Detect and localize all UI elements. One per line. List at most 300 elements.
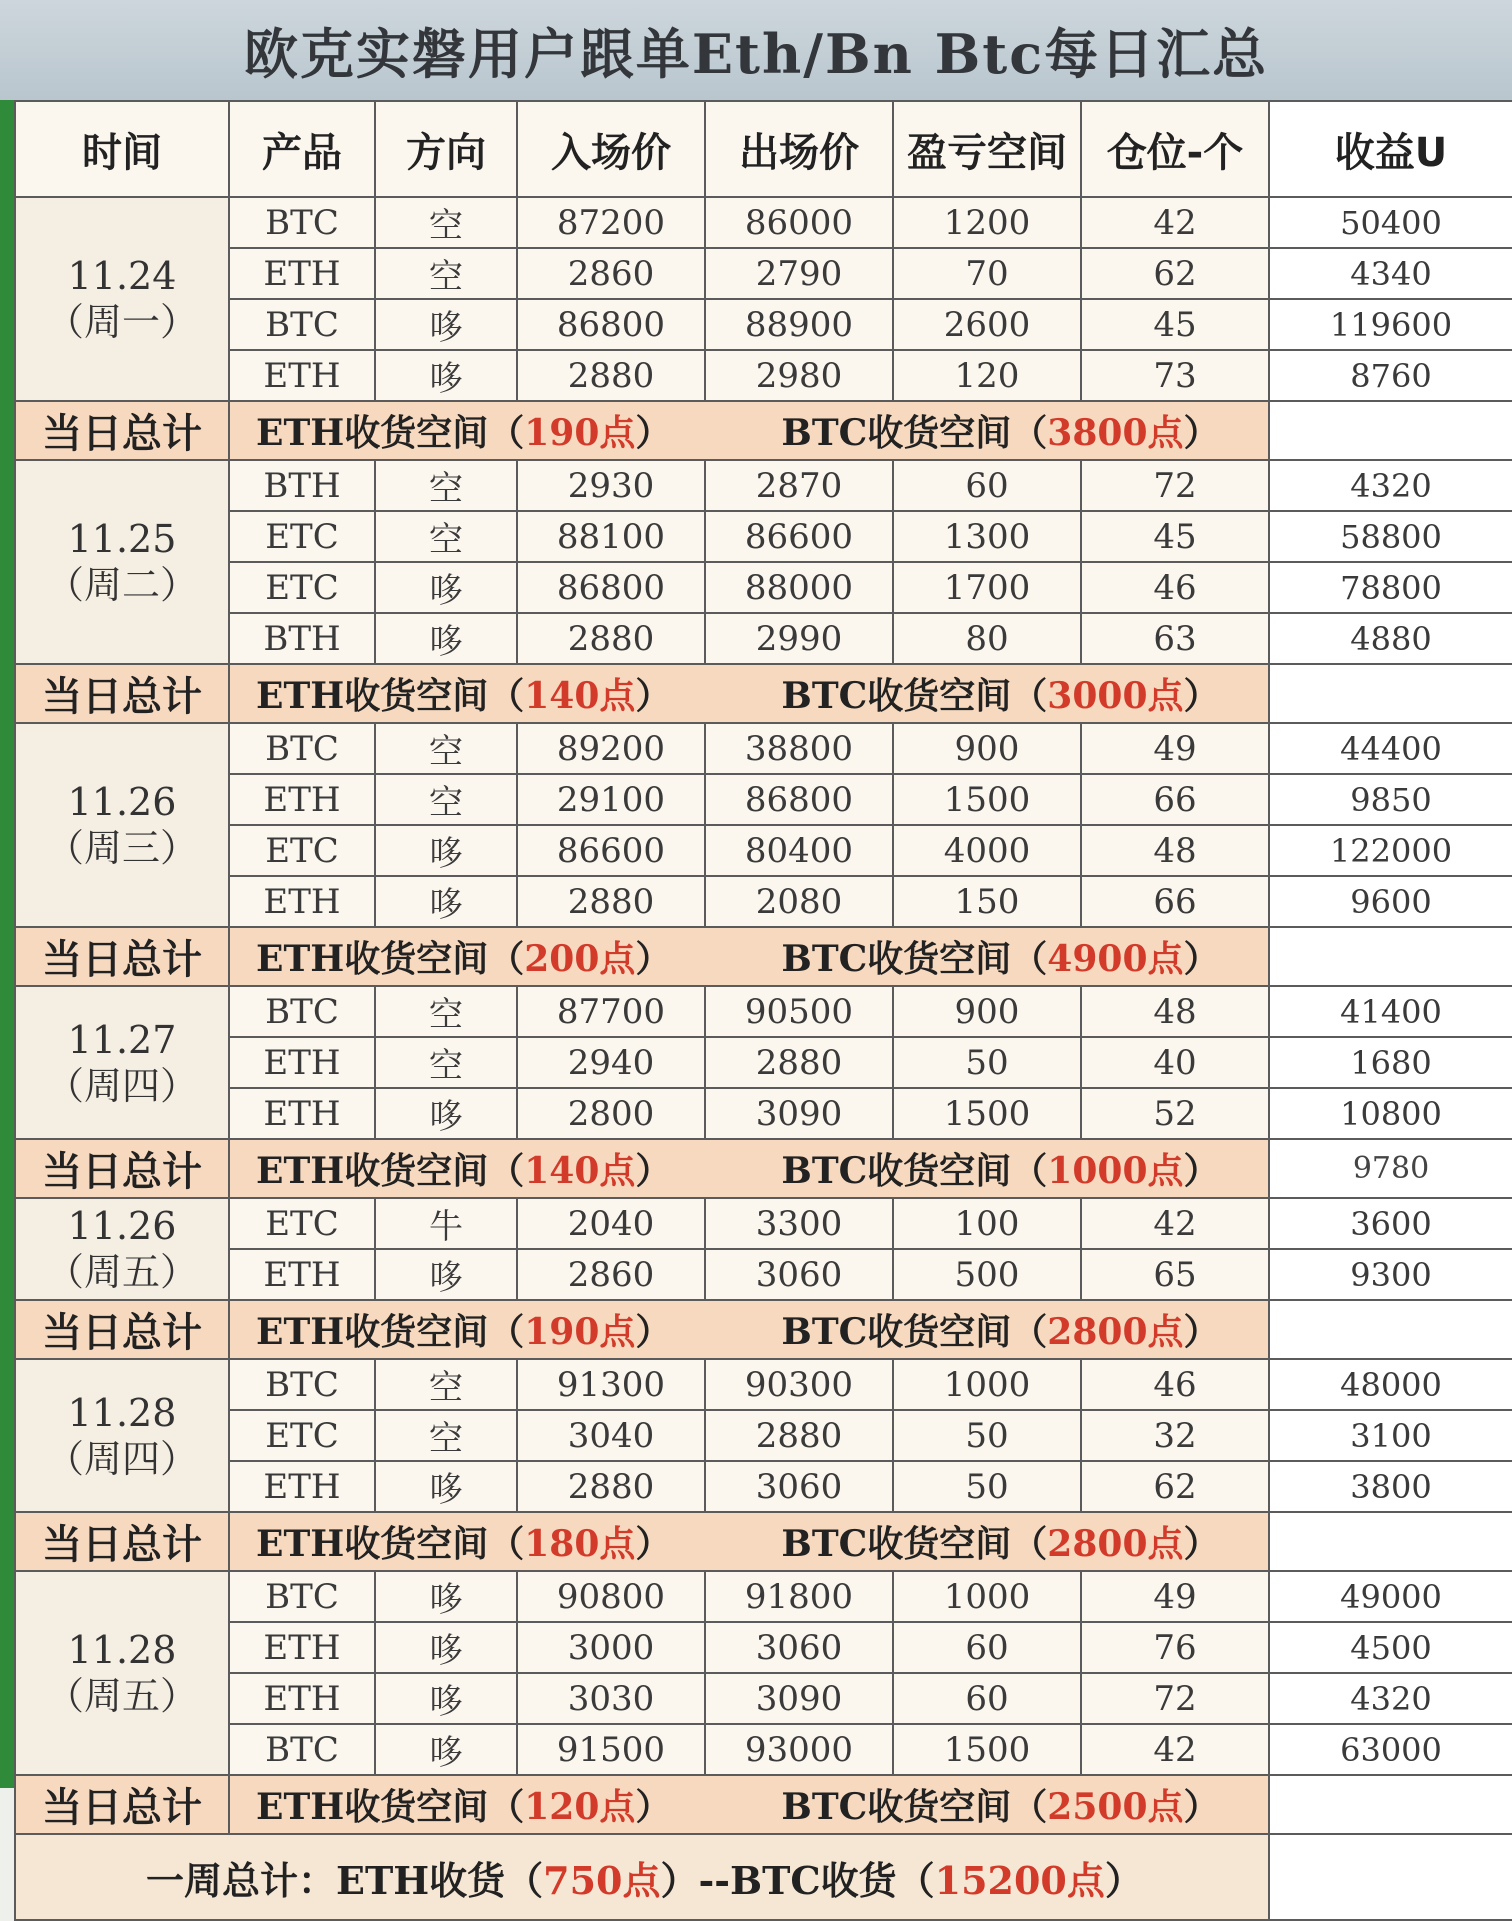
profit-u-cell: 119600 [1269, 299, 1512, 350]
entry-price-cell: 2940 [517, 1037, 705, 1088]
table-row [15, 1359, 1512, 1410]
exit-price-cell: 3060 [705, 1622, 893, 1673]
entry-price-cell: 86800 [517, 299, 705, 350]
btc-summary-close: ） [1183, 1311, 1220, 1353]
btc-summary-label: BTC收货空间（ [781, 1311, 1048, 1353]
entry-price-cell: 3040 [517, 1410, 705, 1461]
exit-price-cell: 2980 [705, 350, 893, 401]
profit-range-cell: 1000 [893, 1359, 1081, 1410]
header-profit-u: 收益U [1269, 101, 1512, 197]
profit-u-cell: 49000 [1269, 1571, 1512, 1622]
entry-price-cell: 91500 [517, 1724, 705, 1775]
exit-price-cell: 2880 [705, 1037, 893, 1088]
exit-price-cell: 2790 [705, 248, 893, 299]
profit-range-cell: 1500 [893, 1724, 1081, 1775]
daily-summary-profit [1269, 927, 1512, 986]
entry-price-cell: 2880 [517, 613, 705, 664]
eth-summary [256, 1779, 671, 1830]
btc-points: 3800点 [1047, 412, 1184, 454]
eth-points: 180点 [524, 1523, 636, 1565]
trade-table [14, 100, 1512, 1921]
btc-points: 3000点 [1047, 675, 1184, 717]
product-cell: ETH [229, 248, 375, 299]
entry-price-cell: 87200 [517, 197, 705, 248]
exit-price-cell: 2870 [705, 460, 893, 511]
profit-range-cell: 120 [893, 350, 1081, 401]
profit-range-cell: 50 [893, 1410, 1081, 1461]
product-cell: ETH [229, 876, 375, 927]
table-row [15, 1461, 1512, 1512]
header-exit-price: 出场价 [705, 101, 893, 197]
profit-u-cell: 1680 [1269, 1037, 1512, 1088]
left-edge-stripe [0, 100, 14, 1788]
profit-u-cell: 9850 [1269, 774, 1512, 825]
profit-u-cell: 122000 [1269, 825, 1512, 876]
weekly-profit-blank [1269, 1834, 1512, 1920]
table-row [15, 613, 1512, 664]
daily-summary-row [15, 1512, 1512, 1571]
table-row [15, 1622, 1512, 1673]
exit-price-cell: 88000 [705, 562, 893, 613]
entry-price-cell: 2040 [517, 1198, 705, 1249]
product-cell: ETC [229, 1198, 375, 1249]
weekday-text: （周一） [45, 300, 198, 344]
position-cell: 32 [1081, 1410, 1269, 1461]
product-cell: BTC [229, 1724, 375, 1775]
direction-cell: 空 [375, 986, 517, 1037]
daily-summary-text [229, 927, 1269, 986]
btc-summary [781, 931, 1219, 982]
exit-price-cell: 2880 [705, 1410, 893, 1461]
position-cell: 46 [1081, 562, 1269, 613]
direction-cell: 哆 [375, 825, 517, 876]
position-cell: 48 [1081, 825, 1269, 876]
exit-price-cell: 3060 [705, 1461, 893, 1512]
eth-summary [256, 1143, 671, 1194]
daily-summary-text [229, 1300, 1269, 1359]
daily-summary-text [229, 1512, 1269, 1571]
profit-range-cell: 60 [893, 460, 1081, 511]
exit-price-cell: 3090 [705, 1088, 893, 1139]
entry-price-cell: 90800 [517, 1571, 705, 1622]
btc-summary-close: ） [1183, 675, 1220, 717]
date-text: 11.28 [67, 1390, 177, 1435]
product-cell: BTC [229, 299, 375, 350]
profit-range-cell: 900 [893, 723, 1081, 774]
eth-summary-close: ） [635, 938, 672, 980]
profit-u-cell: 3600 [1269, 1198, 1512, 1249]
weekly-close: ） [1104, 1857, 1143, 1903]
direction-cell: 哆 [375, 613, 517, 664]
profit-u-cell: 4320 [1269, 1673, 1512, 1724]
direction-cell: 哆 [375, 876, 517, 927]
exit-price-cell: 86000 [705, 197, 893, 248]
btc-summary-label: BTC收货空间（ [781, 675, 1048, 717]
direction-cell: 哆 [375, 1461, 517, 1512]
product-cell: ETH [229, 1673, 375, 1724]
product-cell: BTC [229, 197, 375, 248]
table-row [15, 774, 1512, 825]
profit-range-cell: 150 [893, 876, 1081, 927]
btc-summary-close: ） [1183, 1523, 1220, 1565]
product-cell: ETH [229, 1461, 375, 1512]
entry-price-cell: 2880 [517, 350, 705, 401]
weekly-total [15, 1834, 1269, 1920]
eth-summary-close: ） [635, 1150, 672, 1192]
daily-summary-profit [1269, 1300, 1512, 1359]
product-cell: ETH [229, 774, 375, 825]
btc-summary [781, 1779, 1219, 1830]
profit-u-cell: 48000 [1269, 1359, 1512, 1410]
btc-summary-close: ） [1183, 938, 1220, 980]
btc-summary-label: BTC收货空间（ [781, 938, 1048, 980]
direction-cell: 空 [375, 1410, 517, 1461]
date-cell [15, 460, 229, 664]
btc-summary-close: ） [1183, 1150, 1220, 1192]
product-cell: BTC [229, 1359, 375, 1410]
daily-total-label: 当日总计 [15, 664, 229, 723]
entry-price-cell: 86800 [517, 562, 705, 613]
header-entry-price: 入场价 [517, 101, 705, 197]
direction-cell: 空 [375, 197, 517, 248]
exit-price-cell: 2990 [705, 613, 893, 664]
table-row [15, 1198, 1512, 1249]
date-cell [15, 1359, 229, 1512]
daily-summary-profit [1269, 401, 1512, 460]
date-cell [15, 197, 229, 401]
product-cell: ETH [229, 1249, 375, 1300]
profit-u-cell: 78800 [1269, 562, 1512, 613]
header-row [15, 101, 1512, 197]
daily-summary-text [229, 1139, 1269, 1198]
position-cell: 45 [1081, 511, 1269, 562]
exit-price-cell: 2080 [705, 876, 893, 927]
product-cell: ETH [229, 1037, 375, 1088]
entry-price-cell: 89200 [517, 723, 705, 774]
daily-summary-profit [1269, 1775, 1512, 1834]
exit-price-cell: 3090 [705, 1673, 893, 1724]
direction-cell: 空 [375, 511, 517, 562]
eth-summary-close: ） [635, 675, 672, 717]
profit-range-cell: 60 [893, 1622, 1081, 1673]
exit-price-cell: 93000 [705, 1724, 893, 1775]
table-row [15, 460, 1512, 511]
exit-price-cell: 38800 [705, 723, 893, 774]
table-row [15, 1249, 1512, 1300]
product-cell: ETC [229, 1410, 375, 1461]
position-cell: 49 [1081, 723, 1269, 774]
btc-summary [781, 1304, 1219, 1355]
profit-u-cell: 58800 [1269, 511, 1512, 562]
entry-price-cell: 86600 [517, 825, 705, 876]
table-row [15, 350, 1512, 401]
direction-cell: 哆 [375, 1249, 517, 1300]
profit-range-cell: 80 [893, 613, 1081, 664]
table-row [15, 825, 1512, 876]
position-cell: 42 [1081, 1198, 1269, 1249]
profit-u-cell: 44400 [1269, 723, 1512, 774]
btc-summary [781, 668, 1219, 719]
date-text: 11.24 [67, 254, 177, 298]
daily-summary-row [15, 927, 1512, 986]
profit-range-cell: 70 [893, 248, 1081, 299]
header-profit-range: 盈亏空间 [893, 101, 1081, 197]
btc-summary-label: BTC收货空间（ [781, 412, 1048, 454]
entry-price-cell: 2860 [517, 1249, 705, 1300]
product-cell: ETH [229, 1088, 375, 1139]
profit-range-cell: 1200 [893, 197, 1081, 248]
table-row [15, 1037, 1512, 1088]
exit-price-cell: 91800 [705, 1571, 893, 1622]
btc-points: 2800点 [1047, 1311, 1184, 1353]
position-cell: 66 [1081, 774, 1269, 825]
table-row [15, 1724, 1512, 1775]
direction-cell: 空 [375, 1037, 517, 1088]
eth-points: 120点 [524, 1786, 636, 1828]
daily-summary-text [229, 401, 1269, 460]
eth-points: 190点 [524, 412, 636, 454]
weekday-text: （周四） [45, 1436, 198, 1481]
daily-summary-row [15, 401, 1512, 460]
entry-price-cell: 2880 [517, 876, 705, 927]
position-cell: 52 [1081, 1088, 1269, 1139]
direction-cell: 哆 [375, 1673, 517, 1724]
daily-summary-profit: 9780 [1269, 1139, 1512, 1198]
eth-summary [256, 405, 671, 456]
profit-range-cell: 1300 [893, 511, 1081, 562]
eth-summary-label: ETH收货空间（ [256, 1786, 525, 1828]
profit-range-cell: 2600 [893, 299, 1081, 350]
position-cell: 42 [1081, 197, 1269, 248]
weekday-text: （周五） [45, 1250, 198, 1294]
product-cell: BTH [229, 613, 375, 664]
weekly-total-row [15, 1834, 1512, 1920]
daily-summary-text [229, 1775, 1269, 1834]
eth-summary-close: ） [635, 1786, 672, 1828]
btc-summary [781, 1516, 1219, 1567]
eth-summary-close: ） [635, 412, 672, 454]
profit-range-cell: 1000 [893, 1571, 1081, 1622]
profit-u-cell: 3800 [1269, 1461, 1512, 1512]
btc-points: 1000点 [1047, 1150, 1184, 1192]
position-cell: 49 [1081, 1571, 1269, 1622]
direction-cell: 哆 [375, 1622, 517, 1673]
eth-summary [256, 1304, 671, 1355]
position-cell: 72 [1081, 1673, 1269, 1724]
position-cell: 73 [1081, 350, 1269, 401]
table-row [15, 1673, 1512, 1724]
direction-cell: 哆 [375, 1571, 517, 1622]
entry-price-cell: 2800 [517, 1088, 705, 1139]
weekday-text: （周五） [45, 1674, 198, 1718]
btc-summary [781, 1143, 1219, 1194]
direction-cell: 牛 [375, 1198, 517, 1249]
date-cell [15, 1198, 229, 1300]
eth-summary-label: ETH收货空间（ [256, 1150, 525, 1192]
btc-summary-close: ） [1183, 412, 1220, 454]
direction-cell: 哆 [375, 1724, 517, 1775]
position-cell: 62 [1081, 1461, 1269, 1512]
position-cell: 45 [1081, 299, 1269, 350]
exit-price-cell: 3060 [705, 1249, 893, 1300]
product-cell: BTH [229, 460, 375, 511]
btc-summary-label: BTC收货空间（ [781, 1150, 1048, 1192]
date-cell [15, 1571, 229, 1775]
table-row [15, 1410, 1512, 1461]
position-cell: 46 [1081, 1359, 1269, 1410]
profit-range-cell: 900 [893, 986, 1081, 1037]
weekly-label: 一周总计：ETH收货（ [146, 1857, 544, 1903]
daily-total-label: 当日总计 [15, 1300, 229, 1359]
exit-price-cell: 86600 [705, 511, 893, 562]
profit-range-cell: 50 [893, 1461, 1081, 1512]
eth-summary [256, 931, 671, 982]
direction-cell: 空 [375, 248, 517, 299]
btc-points: 4900点 [1047, 938, 1184, 980]
profit-u-cell: 41400 [1269, 986, 1512, 1037]
date-cell [15, 723, 229, 927]
entry-price-cell: 91300 [517, 1359, 705, 1410]
eth-points: 190点 [524, 1311, 636, 1353]
table-row [15, 197, 1512, 248]
weekly-btc-points: 15200点 [934, 1857, 1105, 1903]
btc-summary [781, 405, 1219, 456]
entry-price-cell: 88100 [517, 511, 705, 562]
profit-u-cell: 50400 [1269, 197, 1512, 248]
entry-price-cell: 3030 [517, 1673, 705, 1724]
eth-summary-close: ） [635, 1523, 672, 1565]
header-product: 产品 [229, 101, 375, 197]
weekly-mid: ）--BTC收货（ [660, 1857, 935, 1903]
daily-total-label: 当日总计 [15, 401, 229, 460]
eth-summary [256, 668, 671, 719]
eth-points: 140点 [524, 675, 636, 717]
profit-range-cell: 1700 [893, 562, 1081, 613]
date-text: 11.26 [67, 780, 177, 824]
trade-summary-sheet [14, 100, 1512, 1903]
eth-summary [256, 1516, 671, 1567]
entry-price-cell: 87700 [517, 986, 705, 1037]
profit-u-cell: 8760 [1269, 350, 1512, 401]
exit-price-cell: 90500 [705, 986, 893, 1037]
direction-cell: 哆 [375, 350, 517, 401]
product-cell: ETH [229, 1622, 375, 1673]
eth-summary-label: ETH收货空间（ [256, 675, 525, 717]
table-row [15, 986, 1512, 1037]
table-row [15, 1088, 1512, 1139]
direction-cell: 空 [375, 723, 517, 774]
table-row [15, 299, 1512, 350]
daily-total-label: 当日总计 [15, 1775, 229, 1834]
profit-u-cell: 9300 [1269, 1249, 1512, 1300]
product-cell: BTC [229, 986, 375, 1037]
eth-summary-label: ETH收货空间（ [256, 412, 525, 454]
entry-price-cell: 2860 [517, 248, 705, 299]
entry-price-cell: 3000 [517, 1622, 705, 1673]
table-row [15, 876, 1512, 927]
entry-price-cell: 29100 [517, 774, 705, 825]
position-cell: 66 [1081, 876, 1269, 927]
date-text: 11.26 [67, 1204, 177, 1248]
daily-summary-row [15, 1300, 1512, 1359]
table-row [15, 511, 1512, 562]
exit-price-cell: 86800 [705, 774, 893, 825]
table-row [15, 562, 1512, 613]
table-body [15, 197, 1512, 1834]
eth-summary-label: ETH收货空间（ [256, 1311, 525, 1353]
header-time: 时间 [15, 101, 229, 197]
table-row [15, 248, 1512, 299]
daily-summary-text [229, 664, 1269, 723]
eth-summary-label: ETH收货空间（ [256, 1523, 525, 1565]
weekly-eth-points: 750点 [543, 1857, 661, 1903]
product-cell: ETC [229, 825, 375, 876]
position-cell: 62 [1081, 248, 1269, 299]
entry-price-cell: 2880 [517, 1461, 705, 1512]
daily-summary-row [15, 1775, 1512, 1834]
product-cell: BTC [229, 1571, 375, 1622]
direction-cell: 空 [375, 774, 517, 825]
daily-summary-row [15, 664, 1512, 723]
btc-summary-label: BTC收货空间（ [781, 1786, 1048, 1828]
daily-total-label: 当日总计 [15, 927, 229, 986]
product-cell: ETC [229, 562, 375, 613]
daily-total-label: 当日总计 [15, 1139, 229, 1198]
table-row [15, 1571, 1512, 1622]
exit-price-cell: 88900 [705, 299, 893, 350]
date-cell [15, 986, 229, 1139]
position-cell: 63 [1081, 613, 1269, 664]
exit-price-cell: 90300 [705, 1359, 893, 1410]
date-text: 11.28 [67, 1628, 177, 1672]
profit-u-cell: 4880 [1269, 613, 1512, 664]
profit-u-cell: 4500 [1269, 1622, 1512, 1673]
weekday-text: （周三） [45, 826, 198, 870]
header-position: 仓位-个 [1081, 101, 1269, 197]
weekday-text: （周二） [45, 563, 198, 607]
profit-range-cell: 60 [893, 1673, 1081, 1724]
position-cell: 65 [1081, 1249, 1269, 1300]
daily-summary-profit [1269, 664, 1512, 723]
btc-summary-label: BTC收货空间（ [781, 1523, 1048, 1565]
direction-cell: 空 [375, 1359, 517, 1410]
eth-points: 200点 [524, 938, 636, 980]
profit-u-cell: 9600 [1269, 876, 1512, 927]
exit-price-cell: 3300 [705, 1198, 893, 1249]
direction-cell: 哆 [375, 1088, 517, 1139]
eth-points: 140点 [524, 1150, 636, 1192]
date-text: 11.25 [67, 517, 177, 561]
profit-range-cell: 4000 [893, 825, 1081, 876]
sheet-title: 欧克实磐用户跟单Eth/Bn Btc每日汇总 [0, 0, 1512, 100]
product-cell: ETH [229, 350, 375, 401]
profit-range-cell: 50 [893, 1037, 1081, 1088]
profit-range-cell: 1500 [893, 774, 1081, 825]
direction-cell: 哆 [375, 299, 517, 350]
date-text: 11.27 [67, 1017, 177, 1062]
profit-u-cell: 63000 [1269, 1724, 1512, 1775]
eth-summary-label: ETH收货空间（ [256, 938, 525, 980]
position-cell: 76 [1081, 1622, 1269, 1673]
direction-cell: 空 [375, 460, 517, 511]
profit-u-cell: 4320 [1269, 460, 1512, 511]
daily-total-label: 当日总计 [15, 1512, 229, 1571]
table-row [15, 723, 1512, 774]
header-direction: 方向 [375, 101, 517, 197]
position-cell: 42 [1081, 1724, 1269, 1775]
eth-summary-close: ） [635, 1311, 672, 1353]
direction-cell: 哆 [375, 562, 517, 613]
